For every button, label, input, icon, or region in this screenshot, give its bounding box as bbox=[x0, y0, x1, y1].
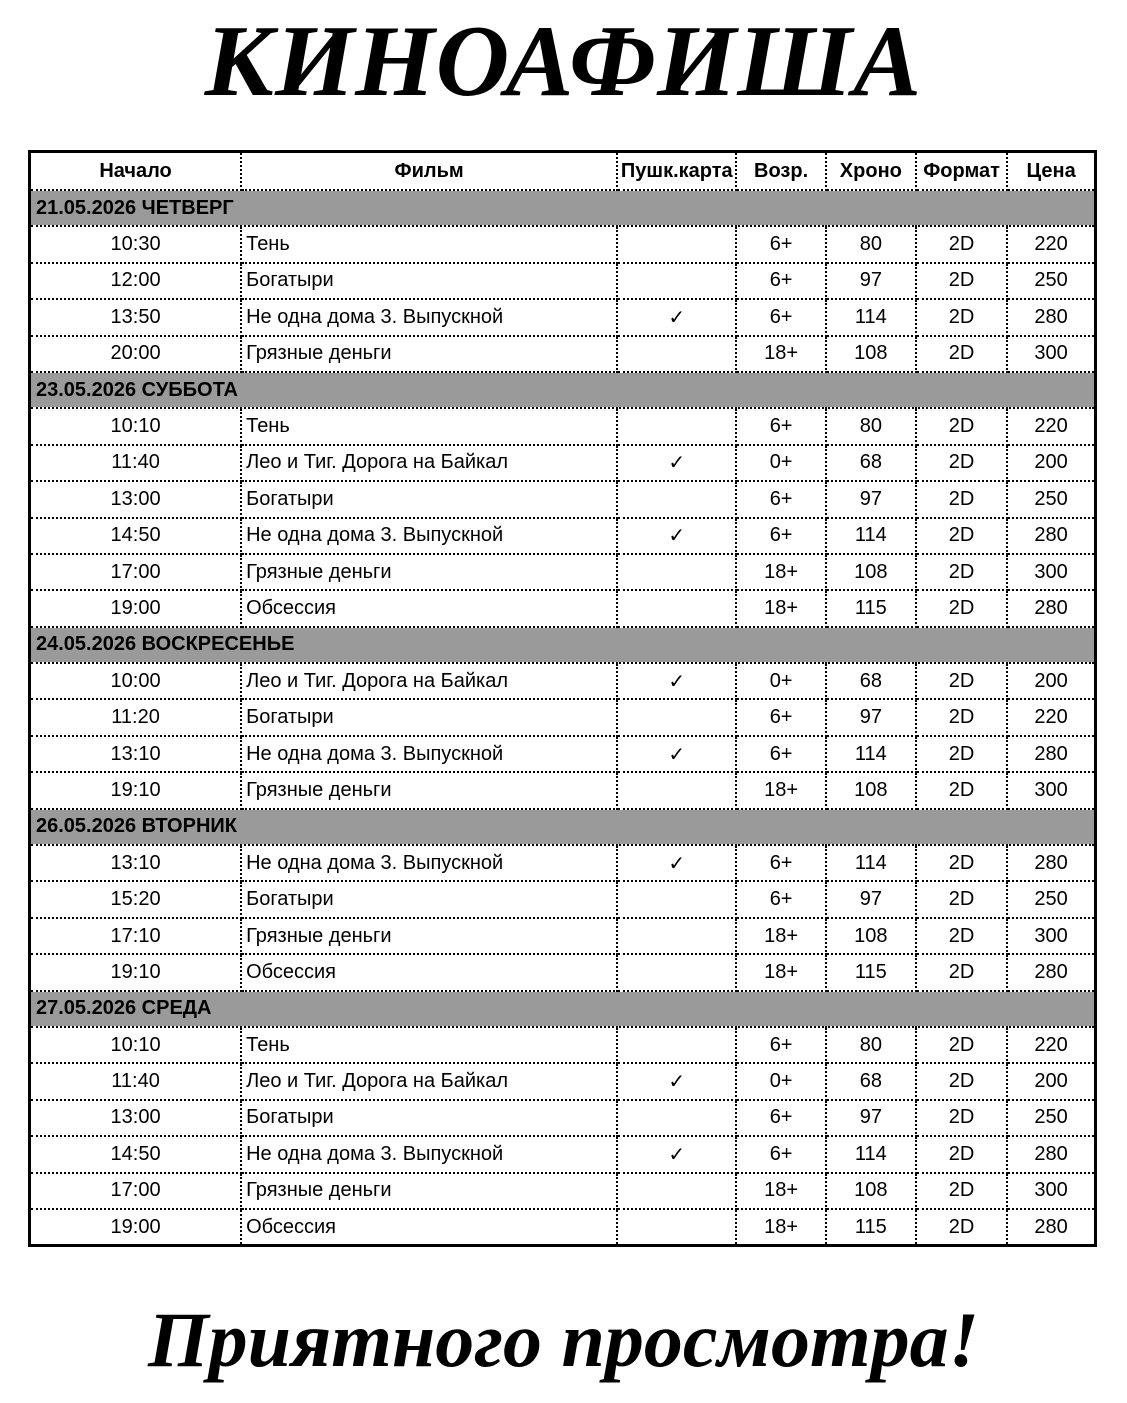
session-price: 280 bbox=[1034, 1215, 1068, 1238]
session-duration: 68 bbox=[826, 663, 916, 699]
session-price: 300 bbox=[1007, 772, 1095, 808]
session-price: 220 bbox=[1007, 408, 1095, 444]
session-duration: 97 bbox=[826, 881, 916, 917]
session-age-rating: 6+ bbox=[736, 736, 825, 772]
column-header-format: Формат bbox=[916, 152, 1007, 191]
day-label: 27.05.2026 СРЕДА bbox=[30, 991, 1096, 1027]
session-film: Грязные деньги bbox=[241, 554, 617, 590]
session-duration: 114 bbox=[826, 845, 916, 881]
session-film: Лео и Тиг. Дорога на Байкал bbox=[241, 1063, 617, 1099]
session-price: 200 bbox=[1007, 445, 1095, 481]
session-price: 300 bbox=[1007, 918, 1095, 954]
session-age-rating: 0+ bbox=[736, 445, 825, 481]
session-time: 11:40 bbox=[30, 445, 242, 481]
session-format: 2D bbox=[916, 518, 1007, 554]
column-header-film: Фильм bbox=[241, 152, 617, 191]
session-film: Не одна дома 3. Выпускной bbox=[241, 736, 617, 772]
day-label: 21.05.2026 ЧЕТВЕРГ bbox=[30, 190, 1096, 226]
pushkin-card-check-icon bbox=[617, 881, 736, 917]
session-duration: 115 bbox=[826, 1209, 916, 1246]
session-film: Обсессия bbox=[241, 1209, 617, 1246]
session-film: Богатыри bbox=[241, 881, 617, 917]
session-format: 2D bbox=[916, 1100, 1007, 1136]
session-age-rating: 0+ bbox=[736, 1063, 825, 1099]
table-row bbox=[30, 954, 1096, 990]
session-time: 19:00 bbox=[30, 1209, 242, 1246]
session-format: 2D bbox=[916, 1173, 1007, 1209]
column-header-pushkin-card: Пушк.карта bbox=[617, 152, 736, 191]
session-time: 13:00 bbox=[30, 1100, 242, 1136]
session-age-rating: 18+ bbox=[736, 554, 825, 590]
pushkin-card-check-icon: ✓ bbox=[617, 736, 736, 772]
session-duration: 114 bbox=[826, 1136, 916, 1172]
pushkin-card-check-icon bbox=[617, 1173, 736, 1209]
session-price: 200 bbox=[1007, 1063, 1095, 1099]
session-film: Богатыри bbox=[241, 1100, 617, 1136]
session-price: 220 bbox=[1007, 699, 1095, 735]
day-header-row bbox=[30, 190, 1096, 226]
pushkin-card-check-icon: ✓ bbox=[617, 1063, 736, 1099]
day-header-row bbox=[30, 372, 1096, 408]
session-price: 220 bbox=[1007, 226, 1095, 262]
session-time: 17:00 bbox=[30, 554, 242, 590]
pushkin-card-check-icon bbox=[617, 1100, 736, 1136]
session-time: 11:40 bbox=[30, 1063, 242, 1099]
session-age-rating: 6+ bbox=[736, 1136, 825, 1172]
pushkin-card-check-icon: ✓ bbox=[617, 518, 736, 554]
session-time: 10:00 bbox=[30, 663, 242, 699]
session-age-rating: 6+ bbox=[736, 881, 825, 917]
session-format: 2D bbox=[916, 226, 1007, 262]
table-row bbox=[30, 736, 1096, 772]
session-time: 13:00 bbox=[30, 481, 242, 517]
session-price: 250 bbox=[1007, 881, 1095, 917]
pushkin-card-check-icon bbox=[617, 699, 736, 735]
session-film: Лео и Тиг. Дорога на Байкал bbox=[241, 663, 617, 699]
session-time: 14:50 bbox=[30, 1136, 242, 1172]
session-film: Не одна дома 3. Выпускной bbox=[241, 518, 617, 554]
session-price: 280 bbox=[1007, 299, 1095, 335]
session-age-rating: 6+ bbox=[736, 408, 825, 444]
table-row bbox=[30, 1100, 1096, 1136]
table-row bbox=[30, 445, 1096, 481]
session-age-rating: 6+ bbox=[736, 1100, 825, 1136]
session-format: 2D bbox=[916, 554, 1007, 590]
session-price: 280 bbox=[1007, 518, 1095, 554]
session-price: 280 bbox=[1007, 590, 1095, 626]
table-row bbox=[30, 663, 1096, 699]
session-price: 250 bbox=[1007, 1100, 1095, 1136]
session-price: 280 bbox=[1007, 954, 1095, 990]
session-time: 19:10 bbox=[30, 954, 242, 990]
day-label: 24.05.2026 ВОСКРЕСЕНЬЕ bbox=[30, 627, 1096, 663]
pushkin-card-check-icon bbox=[617, 408, 736, 444]
session-price: 300 bbox=[1007, 336, 1095, 372]
session-film: Тень bbox=[241, 226, 617, 262]
session-duration: 115 bbox=[826, 590, 916, 626]
session-duration: 114 bbox=[826, 299, 916, 335]
session-time: 13:50 bbox=[30, 299, 242, 335]
session-duration: 97 bbox=[826, 699, 916, 735]
day-header-row bbox=[30, 809, 1096, 845]
session-duration: 114 bbox=[826, 518, 916, 554]
session-time: 17:10 bbox=[30, 918, 242, 954]
session-format: 2D bbox=[916, 408, 1007, 444]
session-age-rating: 6+ bbox=[736, 699, 825, 735]
session-film: Грязные деньги bbox=[241, 1173, 617, 1209]
table-row bbox=[30, 1209, 1096, 1246]
session-format: 2D bbox=[916, 299, 1007, 335]
session-format: 2D bbox=[916, 481, 1007, 517]
session-film: Не одна дома 3. Выпускной bbox=[241, 1136, 617, 1172]
schedule-body bbox=[30, 190, 1096, 1246]
day-label: 26.05.2026 ВТОРНИК bbox=[30, 809, 1096, 845]
day-header-row bbox=[30, 627, 1096, 663]
session-age-rating: 0+ bbox=[736, 663, 825, 699]
session-age-rating: 18+ bbox=[736, 336, 825, 372]
pushkin-card-check-icon: ✓ bbox=[617, 845, 736, 881]
session-duration: 68 bbox=[826, 1063, 916, 1099]
session-duration: 80 bbox=[826, 1027, 916, 1063]
session-age-rating: 6+ bbox=[736, 481, 825, 517]
session-format: 2D bbox=[916, 663, 1007, 699]
session-format: 2D bbox=[916, 590, 1007, 626]
session-film: Лео и Тиг. Дорога на Байкал bbox=[241, 445, 617, 481]
session-time: 13:10 bbox=[30, 736, 242, 772]
table-row bbox=[30, 918, 1096, 954]
session-age-rating: 6+ bbox=[736, 1027, 825, 1063]
day-header-row bbox=[30, 991, 1096, 1027]
session-age-rating: 6+ bbox=[736, 845, 825, 881]
session-duration: 108 bbox=[826, 918, 916, 954]
column-header-duration: Хроно bbox=[826, 152, 916, 191]
table-row bbox=[30, 554, 1096, 590]
session-film: Грязные деньги bbox=[241, 772, 617, 808]
schedule-table bbox=[28, 150, 1097, 1247]
pushkin-card-check-icon bbox=[617, 481, 736, 517]
session-time: 19:00 bbox=[30, 590, 242, 626]
session-price: 250 bbox=[1007, 481, 1095, 517]
pushkin-card-check-icon bbox=[617, 263, 736, 299]
session-age-rating: 6+ bbox=[736, 299, 825, 335]
session-age-rating: 6+ bbox=[736, 518, 825, 554]
session-format: 2D bbox=[916, 1136, 1007, 1172]
pushkin-card-check-icon bbox=[617, 226, 736, 262]
session-age-rating: 18+ bbox=[736, 772, 825, 808]
session-format: 2D bbox=[916, 736, 1007, 772]
session-age-rating: 6+ bbox=[736, 226, 825, 262]
table-row bbox=[30, 226, 1096, 262]
table-row bbox=[30, 1027, 1096, 1063]
table-row bbox=[30, 699, 1096, 735]
table-row bbox=[30, 263, 1096, 299]
session-format: 2D bbox=[916, 336, 1007, 372]
session-duration: 108 bbox=[826, 554, 916, 590]
page-title: КИНОАФИША bbox=[204, 5, 923, 118]
column-header-age: Возр. bbox=[736, 152, 825, 191]
table-row bbox=[30, 881, 1096, 917]
table-row bbox=[30, 1173, 1096, 1209]
pushkin-card-check-icon bbox=[617, 1209, 736, 1246]
pushkin-card-check-icon: ✓ bbox=[617, 1136, 736, 1172]
session-price: 280 bbox=[1007, 845, 1095, 881]
pushkin-card-check-icon bbox=[617, 590, 736, 626]
session-price: 300 bbox=[1007, 554, 1095, 590]
session-time: 20:00 bbox=[30, 336, 242, 372]
session-format: 2D bbox=[916, 1209, 1007, 1246]
session-age-rating: 18+ bbox=[736, 954, 825, 990]
session-duration: 80 bbox=[826, 226, 916, 262]
pushkin-card-check-icon bbox=[617, 954, 736, 990]
pushkin-card-check-icon: ✓ bbox=[617, 663, 736, 699]
session-format: 2D bbox=[916, 1063, 1007, 1099]
day-label: 23.05.2026 СУББОТА bbox=[30, 372, 1096, 408]
session-time: 10:10 bbox=[30, 408, 242, 444]
session-time: 13:10 bbox=[30, 845, 242, 881]
table-row bbox=[30, 1136, 1096, 1172]
session-film: Не одна дома 3. Выпускной bbox=[241, 299, 617, 335]
session-format: 2D bbox=[916, 445, 1007, 481]
session-time: 14:50 bbox=[30, 518, 242, 554]
table-header-row bbox=[30, 152, 1096, 191]
pushkin-card-check-icon bbox=[617, 336, 736, 372]
session-time: 10:10 bbox=[30, 1027, 242, 1063]
session-film: Богатыри bbox=[241, 263, 617, 299]
session-duration: 97 bbox=[826, 1100, 916, 1136]
session-price: 300 bbox=[1007, 1173, 1095, 1209]
table-row bbox=[30, 1063, 1096, 1099]
session-duration: 108 bbox=[826, 336, 916, 372]
session-format: 2D bbox=[916, 954, 1007, 990]
session-age-rating: 18+ bbox=[736, 1209, 825, 1246]
table-row bbox=[30, 299, 1096, 335]
session-duration: 68 bbox=[826, 445, 916, 481]
session-film: Обсессия bbox=[241, 954, 617, 990]
session-format: 2D bbox=[916, 772, 1007, 808]
session-format: 2D bbox=[916, 918, 1007, 954]
session-age-rating: 18+ bbox=[736, 590, 825, 626]
session-price: 280 bbox=[1007, 1136, 1095, 1172]
session-format: 2D bbox=[916, 699, 1007, 735]
session-duration: 108 bbox=[826, 772, 916, 808]
table-row bbox=[30, 845, 1096, 881]
session-price: 280 bbox=[1007, 736, 1095, 772]
session-age-rating: 6+ bbox=[736, 263, 825, 299]
session-format: 2D bbox=[916, 1027, 1007, 1063]
pushkin-card-check-icon: ✓ bbox=[617, 445, 736, 481]
column-header-price: Цена bbox=[1007, 152, 1095, 191]
session-duration: 114 bbox=[826, 736, 916, 772]
session-format: 2D bbox=[916, 881, 1007, 917]
session-time: 11:20 bbox=[30, 699, 242, 735]
table-row bbox=[30, 772, 1096, 808]
session-film: Обсессия bbox=[241, 590, 617, 626]
pushkin-card-check-icon bbox=[617, 554, 736, 590]
session-format: 2D bbox=[916, 263, 1007, 299]
table-row bbox=[30, 590, 1096, 626]
session-price: 220 bbox=[1007, 1027, 1095, 1063]
session-time: 12:00 bbox=[30, 263, 242, 299]
session-duration: 97 bbox=[826, 263, 916, 299]
session-duration: 108 bbox=[826, 1173, 916, 1209]
session-film: Грязные деньги bbox=[241, 918, 617, 954]
footer-message: Приятного просмотра! bbox=[148, 1296, 979, 1383]
pushkin-card-check-icon: ✓ bbox=[617, 299, 736, 335]
session-duration: 97 bbox=[826, 481, 916, 517]
session-age-rating: 18+ bbox=[736, 918, 825, 954]
session-film: Тень bbox=[241, 1027, 617, 1063]
pushkin-card-check-icon bbox=[617, 918, 736, 954]
session-time: 19:10 bbox=[30, 772, 242, 808]
session-film: Богатыри bbox=[241, 699, 617, 735]
table-row bbox=[30, 481, 1096, 517]
session-time: 15:20 bbox=[30, 881, 242, 917]
session-time: 10:30 bbox=[30, 226, 242, 262]
session-film: Не одна дома 3. Выпускной bbox=[241, 845, 617, 881]
session-film: Грязные деньги bbox=[241, 336, 617, 372]
table-row bbox=[30, 518, 1096, 554]
table-row bbox=[30, 336, 1096, 372]
pushkin-card-check-icon bbox=[617, 1027, 736, 1063]
session-duration: 115 bbox=[826, 954, 916, 990]
session-film: Тень bbox=[241, 408, 617, 444]
pushkin-card-check-icon bbox=[617, 772, 736, 808]
session-film: Богатыри bbox=[241, 481, 617, 517]
session-price: 250 bbox=[1007, 263, 1095, 299]
session-price: 200 bbox=[1007, 663, 1095, 699]
session-duration: 80 bbox=[826, 408, 916, 444]
table-row bbox=[30, 408, 1096, 444]
session-age-rating: 18+ bbox=[736, 1173, 825, 1209]
column-header-start: Начало bbox=[30, 152, 242, 191]
session-format: 2D bbox=[916, 845, 1007, 881]
session-time: 17:00 bbox=[30, 1173, 242, 1209]
